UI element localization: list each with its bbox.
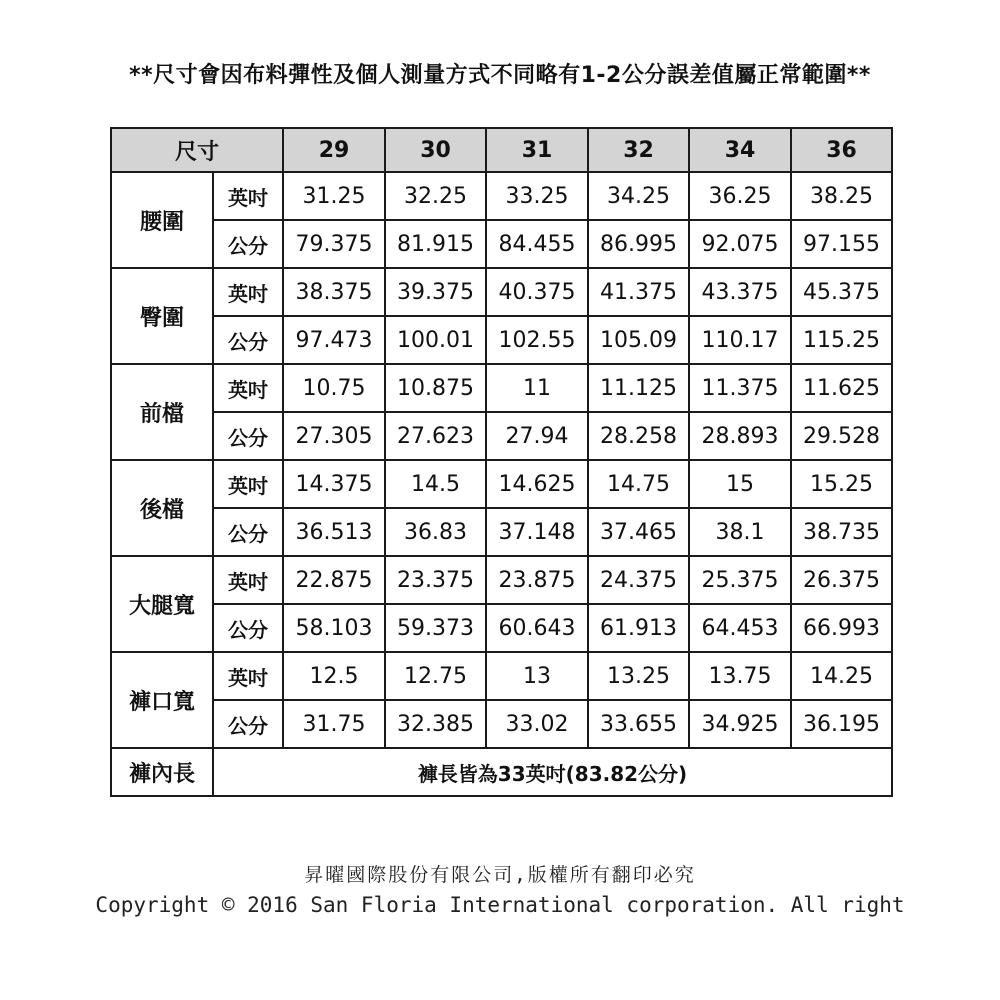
unit-label-inch: 英吋: [213, 460, 283, 508]
measurement-value: 37.148: [486, 508, 588, 556]
measurement-value: 22.875: [283, 556, 385, 604]
measurement-row-inch: [111, 364, 892, 412]
measurement-row-cm: [111, 700, 892, 748]
measurement-value: 41.375: [588, 268, 689, 316]
measurement-value: 10.875: [385, 364, 486, 412]
unit-label-cm: 公分: [213, 508, 283, 556]
measurement-row-cm: [111, 508, 892, 556]
measurement-value: 14.75: [588, 460, 689, 508]
size-col-header: 30: [385, 128, 486, 172]
measurement-value: 38.25: [791, 172, 892, 220]
size-col-header: 31: [486, 128, 588, 172]
measurement-value: 60.643: [486, 604, 588, 652]
measurement-value: 10.75: [283, 364, 385, 412]
category-label: 大腿寬: [111, 556, 213, 652]
size-col-header: 36: [791, 128, 892, 172]
measurement-value: 28.893: [689, 412, 791, 460]
inseam-category-label: 褲內長: [111, 748, 213, 796]
measurement-value: 33.655: [588, 700, 689, 748]
measurement-value: 36.195: [791, 700, 892, 748]
measurement-value: 28.258: [588, 412, 689, 460]
measurement-value: 105.09: [588, 316, 689, 364]
category-label: 前檔: [111, 364, 213, 460]
measurement-value: 79.375: [283, 220, 385, 268]
size-col-header: 29: [283, 128, 385, 172]
measurement-value: 97.155: [791, 220, 892, 268]
category-label: 後檔: [111, 460, 213, 556]
measurement-row-inch: [111, 556, 892, 604]
measurement-value: 11.625: [791, 364, 892, 412]
measurement-value: 12.5: [283, 652, 385, 700]
size-chart-table: [110, 127, 893, 797]
measurement-value: 64.453: [689, 604, 791, 652]
measurement-row-inch: [111, 460, 892, 508]
measurement-value: 34.25: [588, 172, 689, 220]
copyright-english: Copyright © 2016 San Floria International corporation. All right: [95, 893, 905, 917]
measurement-value: 12.75: [385, 652, 486, 700]
measurement-value: 24.375: [588, 556, 689, 604]
measurement-row-cm: [111, 220, 892, 268]
measurement-value: 13.75: [689, 652, 791, 700]
measurement-value: 92.075: [689, 220, 791, 268]
measurement-value: 11.125: [588, 364, 689, 412]
measurement-row-inch: [111, 172, 892, 220]
measurement-value: 23.875: [486, 556, 588, 604]
measurement-value: 66.993: [791, 604, 892, 652]
measurement-value: 86.995: [588, 220, 689, 268]
measurement-value: 39.375: [385, 268, 486, 316]
category-label: 褲口寬: [111, 652, 213, 748]
inseam-note: 褲長皆為33英吋(83.82公分): [213, 748, 892, 796]
measurement-value: 33.25: [486, 172, 588, 220]
inseam-row: [111, 748, 892, 796]
measurement-value: 33.02: [486, 700, 588, 748]
measurement-value: 58.103: [283, 604, 385, 652]
measurement-value: 38.1: [689, 508, 791, 556]
measurement-value: 38.375: [283, 268, 385, 316]
unit-label-inch: 英吋: [213, 268, 283, 316]
measurement-value: 97.473: [283, 316, 385, 364]
measurement-value: 14.25: [791, 652, 892, 700]
size-table-body: [111, 172, 892, 748]
unit-label-inch: 英吋: [213, 556, 283, 604]
measurement-value: 59.373: [385, 604, 486, 652]
measurement-value: 36.513: [283, 508, 385, 556]
measurement-value: 13.25: [588, 652, 689, 700]
measurement-value: 11: [486, 364, 588, 412]
copyright-chinese: 昇曜國際股份有限公司,版權所有翻印必究: [304, 864, 696, 886]
measurement-row-inch: [111, 268, 892, 316]
unit-label-inch: 英吋: [213, 364, 283, 412]
measurement-value: 45.375: [791, 268, 892, 316]
unit-label-cm: 公分: [213, 700, 283, 748]
measurement-value: 110.17: [689, 316, 791, 364]
measurement-value: 29.528: [791, 412, 892, 460]
size-header-row: [111, 128, 892, 172]
measurement-value: 15.25: [791, 460, 892, 508]
measurement-value: 27.94: [486, 412, 588, 460]
measurement-value: 38.735: [791, 508, 892, 556]
measurement-value: 27.623: [385, 412, 486, 460]
unit-label-cm: 公分: [213, 316, 283, 364]
unit-label-inch: 英吋: [213, 652, 283, 700]
measurement-value: 11.375: [689, 364, 791, 412]
measurement-value: 37.465: [588, 508, 689, 556]
measurement-value: 15: [689, 460, 791, 508]
measurement-value: 31.25: [283, 172, 385, 220]
measurement-value: 32.25: [385, 172, 486, 220]
size-disclaimer-headline: **尺寸會因布料彈性及個人測量方式不同略有1-2公分誤差值屬正常範圍**: [129, 63, 871, 88]
category-label: 腰圍: [111, 172, 213, 268]
measurement-value: 25.375: [689, 556, 791, 604]
measurement-value: 43.375: [689, 268, 791, 316]
unit-label-cm: 公分: [213, 604, 283, 652]
measurement-row-inch: [111, 652, 892, 700]
measurement-value: 36.25: [689, 172, 791, 220]
measurement-value: 23.375: [385, 556, 486, 604]
measurement-value: 27.305: [283, 412, 385, 460]
measurement-value: 31.75: [283, 700, 385, 748]
measurement-value: 61.913: [588, 604, 689, 652]
measurement-value: 100.01: [385, 316, 486, 364]
measurement-row-cm: [111, 316, 892, 364]
measurement-value: 32.385: [385, 700, 486, 748]
unit-label-inch: 英吋: [213, 172, 283, 220]
size-corner-label: 尺寸: [111, 128, 283, 172]
measurement-value: 40.375: [486, 268, 588, 316]
measurement-value: 36.83: [385, 508, 486, 556]
measurement-row-cm: [111, 412, 892, 460]
measurement-value: 81.915: [385, 220, 486, 268]
measurement-value: 13: [486, 652, 588, 700]
measurement-row-cm: [111, 604, 892, 652]
size-col-header: 34: [689, 128, 791, 172]
measurement-value: 14.625: [486, 460, 588, 508]
unit-label-cm: 公分: [213, 412, 283, 460]
measurement-value: 14.5: [385, 460, 486, 508]
measurement-value: 115.25: [791, 316, 892, 364]
measurement-value: 84.455: [486, 220, 588, 268]
measurement-value: 26.375: [791, 556, 892, 604]
measurement-value: 34.925: [689, 700, 791, 748]
size-col-header: 32: [588, 128, 689, 172]
unit-label-cm: 公分: [213, 220, 283, 268]
measurement-value: 102.55: [486, 316, 588, 364]
category-label: 臀圍: [111, 268, 213, 364]
measurement-value: 14.375: [283, 460, 385, 508]
